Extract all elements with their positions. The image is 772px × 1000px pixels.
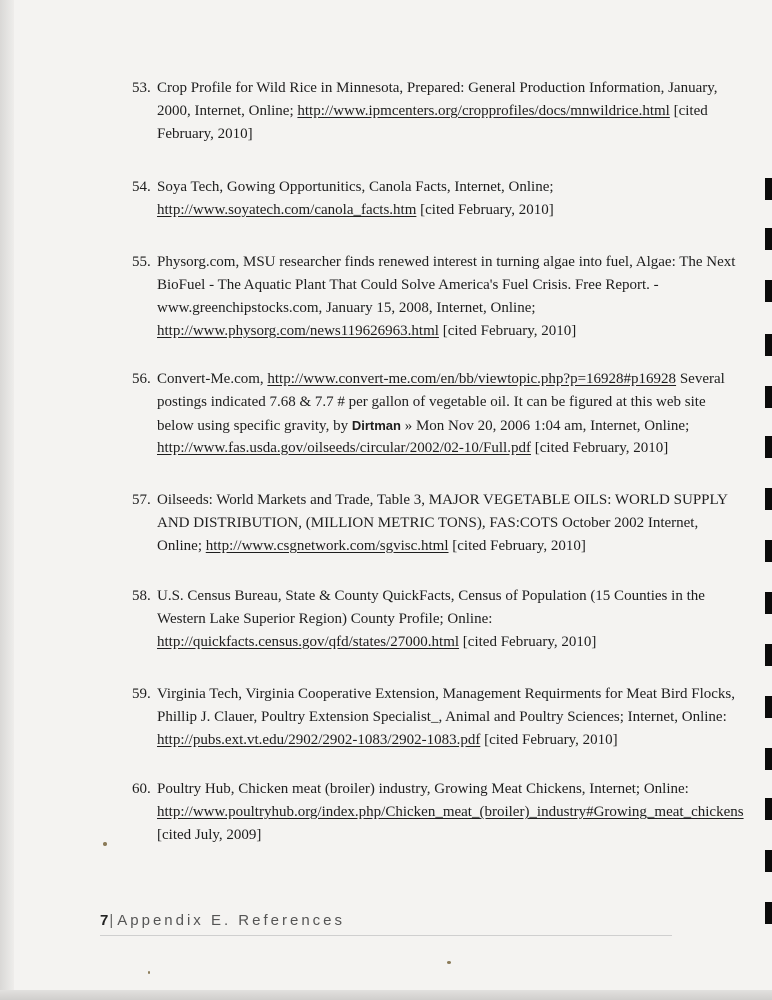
reference-text: [cited <box>669 103 708 119</box>
author-name: Dirtman <box>351 418 401 433</box>
reference-line <box>157 368 725 391</box>
reference-line <box>157 77 718 100</box>
reference-line <box>157 585 705 608</box>
reference-text: below using specific gravity, by <box>157 418 352 434</box>
reference-text: Poultry Hub, Chicken meat (broiler) industry, Growing Meat Chickens, Internet; Online: <box>157 781 689 797</box>
reference-line <box>157 391 706 414</box>
page-footer <box>100 912 345 929</box>
reference-text: February, 2010] <box>157 126 253 142</box>
footer-section-title: Appendix E. References <box>117 912 346 929</box>
reference-text: BioFuel - The Aquatic Plant That Could Solve America's Fuel Crisis. Free Report. - <box>157 277 659 293</box>
reference-link[interactable]: http://www.physorg.com/news119626963.html <box>157 323 439 339</box>
reference-line <box>157 251 735 274</box>
scan-mark <box>765 280 772 302</box>
reference-text: AND DISTRIBUTION, (MILLION METRIC TONS), FAS:COTS October 2002 Internet, <box>157 515 699 531</box>
reference-text: Soya Tech, Gowing Opportunitics, Canola Facts, Internet, Online; <box>157 179 554 195</box>
reference-number: 60. <box>132 781 151 797</box>
reference-number: 57. <box>132 492 151 508</box>
reference-line <box>157 631 596 654</box>
reference-link[interactable]: http://www.ipmcenters.org/cropprofiles/docs/mnwildrice.html <box>297 103 670 119</box>
reference-text: [cited February, 2010] <box>480 732 618 748</box>
reference-line <box>157 683 735 706</box>
reference-text: Oilseeds: World Markets and Trade, Table 3, MAJOR VEGETABLE OILS: WORLD SUPPLY <box>157 492 728 508</box>
reference-link[interactable]: http://www.poultryhub.org/index.php/Chicken_meat_(broiler)_industry#Growing_meat_chickens <box>157 804 744 820</box>
scan-mark <box>765 902 772 924</box>
footer-rule <box>100 935 672 936</box>
reference-number: 58. <box>132 588 151 604</box>
reference-text: U.S. Census Bureau, State & County QuickFacts, Census of Population (15 Counties in the <box>157 588 705 604</box>
reference-line <box>157 778 689 801</box>
reference-line <box>157 608 492 631</box>
reference-text: Physorg.com, MSU researcher finds renewed interest in turning algae into fuel, Algae: The Next <box>157 254 736 270</box>
reference-line <box>157 414 689 438</box>
reference-text: [cited February, 2010] <box>459 634 597 650</box>
reference-text: [cited February, 2010] <box>448 538 586 554</box>
reference-number: 54. <box>132 179 151 195</box>
scan-mark <box>765 228 772 250</box>
reference-text: Virginia Tech, Virginia Cooperative Extension, Management Requirments for Meat Bird Flocks, <box>157 686 736 702</box>
reference-line <box>157 100 708 123</box>
reference-text: Crop Profile for Wild Rice in Minnesota, Prepared: General Production Information, January, <box>157 80 718 96</box>
reference-text: [cited February, 2010] <box>438 323 577 339</box>
reference-text: Convert-Me.com, <box>157 371 268 387</box>
reference-line <box>157 706 727 729</box>
scan-mark <box>765 540 772 562</box>
footer-separator: | <box>109 912 114 929</box>
reference-number: 53. <box>132 80 151 96</box>
scan-speck <box>103 842 107 846</box>
scan-mark <box>765 386 772 408</box>
reference-line <box>157 729 618 752</box>
reference-line <box>157 176 554 199</box>
reference-link[interactable]: http://pubs.ext.vt.edu/2902/2902-1083/2902-1083.pdf <box>157 732 481 748</box>
scan-mark <box>765 696 772 718</box>
reference-text: Western Lake Superior Region) County Profile; Online: <box>157 611 493 627</box>
reference-line <box>157 801 744 824</box>
reference-line <box>157 535 586 558</box>
scan-mark <box>765 798 772 820</box>
reference-number: 56. <box>132 371 151 387</box>
reference-link[interactable]: http://www.soyatech.com/canola_facts.htm <box>157 202 417 218</box>
scan-mark <box>765 592 772 614</box>
reference-number: 59. <box>132 686 151 702</box>
reference-text: www.greenchipstocks.com, January 15, 2008, Internet, Online; <box>157 300 536 316</box>
reference-text: [cited February, 2010] <box>530 440 669 456</box>
reference-text: 2000, Internet, Online; <box>157 103 298 119</box>
reference-link[interactable]: http://www.convert-me.com/en/bb/viewtopic.php?p=16928#p16928 <box>267 371 677 387</box>
reference-line <box>157 123 253 146</box>
reference-text: [cited July, 2009] <box>157 827 262 843</box>
reference-line <box>157 489 728 512</box>
reference-line <box>157 320 576 343</box>
reference-text: Phillip J. Clauer, Poultry Extension Specialist_, Animal and Poultry Sciences; Internet, Online: <box>157 709 727 725</box>
reference-line <box>157 437 668 460</box>
reference-text: [cited February, 2010] <box>416 202 554 218</box>
scan-mark <box>765 334 772 356</box>
reference-link[interactable]: http://www.fas.usda.gov/oilseeds/circular/2002/02-10/Full.pdf <box>157 440 531 456</box>
reference-line <box>157 824 261 847</box>
reference-link[interactable]: http://quickfacts.census.gov/qfd/states/27000.html <box>157 634 460 650</box>
reference-line <box>157 199 554 222</box>
reference-line <box>157 512 698 535</box>
reference-text: Online; <box>157 538 206 554</box>
reference-text: Several <box>676 371 725 387</box>
scan-mark <box>765 850 772 872</box>
scan-speck <box>148 971 150 974</box>
scan-speck <box>447 961 451 964</box>
page-number: 7 <box>100 912 109 929</box>
reference-text: » Mon Nov 20, 2006 1:04 am, Internet, Online; <box>400 418 690 434</box>
reference-link[interactable]: http://www.csgnetwork.com/sgvisc.html <box>205 538 449 554</box>
reference-line <box>157 274 659 297</box>
scan-mark <box>765 436 772 458</box>
scan-mark <box>765 748 772 770</box>
reference-line <box>157 297 536 320</box>
reference-text: postings indicated 7.68 & 7.7 # per gallon of vegetable oil. It can be figured at this web site <box>157 394 706 410</box>
reference-number: 55. <box>132 254 151 270</box>
scan-mark <box>765 488 772 510</box>
scan-edge-bottom <box>0 990 772 1000</box>
scan-mark <box>765 644 772 666</box>
scan-mark <box>765 178 772 200</box>
